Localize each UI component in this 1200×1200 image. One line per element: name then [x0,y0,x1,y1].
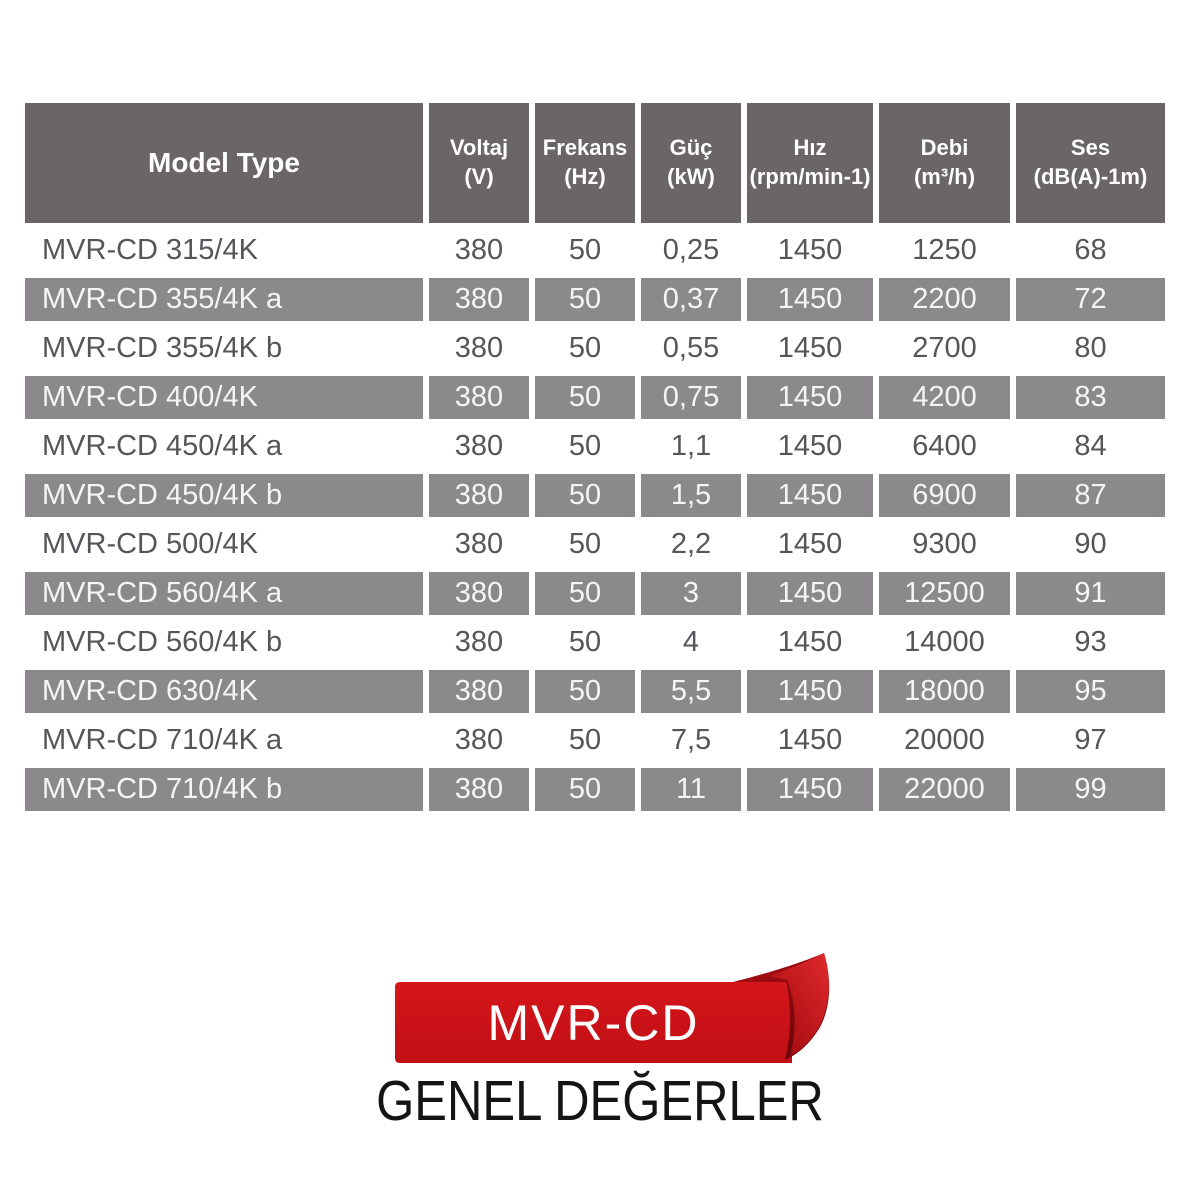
cell-model: MVR-CD 355/4K a [25,278,423,321]
cell-model: MVR-CD 560/4K b [25,621,423,664]
cell-debi: 22000 [879,768,1010,811]
cell-guc: 0,75 [641,376,741,419]
header-frekans [535,103,635,223]
header-label: Güç [669,135,713,161]
cell-debi: 6900 [879,474,1010,517]
cell-hiz: 1450 [747,425,873,468]
cell-debi: 18000 [879,670,1010,713]
cell-debi: 9300 [879,523,1010,566]
header-debi [879,103,1010,223]
cell-ses: 83 [1016,376,1165,419]
cell-model: MVR-CD 315/4K [25,229,423,272]
header-label: Ses [1070,135,1111,161]
cell-ses: 80 [1016,327,1165,370]
cell-model: MVR-CD 710/4K a [25,719,423,762]
cell-ses: 68 [1016,229,1165,272]
cell-guc: 11 [641,768,741,811]
cell-model: MVR-CD 710/4K b [25,768,423,811]
cell-frekans: 50 [535,670,635,713]
cell-guc: 7,5 [641,719,741,762]
cell-debi: 12500 [879,572,1010,615]
cell-voltaj: 380 [429,572,529,615]
table-row [25,670,1165,713]
cell-voltaj: 380 [429,425,529,468]
header-model-type [25,103,423,223]
header-unit: (dB(A)-1m) [1033,164,1148,189]
cell-guc: 3 [641,572,741,615]
cell-hiz: 1450 [747,572,873,615]
cell-debi: 1250 [879,229,1010,272]
header-unit: (kW) [667,164,715,189]
cell-ses: 95 [1016,670,1165,713]
cell-hiz: 1450 [747,768,873,811]
cell-debi: 6400 [879,425,1010,468]
cell-frekans: 50 [535,278,635,321]
cell-debi: 20000 [879,719,1010,762]
cell-model: MVR-CD 355/4K b [25,327,423,370]
cell-frekans: 50 [535,474,635,517]
header-guc [641,103,741,223]
cell-voltaj: 380 [429,523,529,566]
cell-hiz: 1450 [747,327,873,370]
cell-ses: 97 [1016,719,1165,762]
cell-voltaj: 380 [429,376,529,419]
table-row [25,719,1165,762]
header-voltaj [429,103,529,223]
table-row [25,229,1165,272]
header-ses [1016,103,1165,223]
header-unit: (Hz) [564,164,606,189]
cell-frekans: 50 [535,229,635,272]
cell-model: MVR-CD 630/4K [25,670,423,713]
header-unit: (m³/h) [913,164,976,189]
cell-guc: 4 [641,621,741,664]
cell-guc: 0,55 [641,327,741,370]
cell-debi: 4200 [879,376,1010,419]
header-label: Hız [793,135,827,161]
cell-hiz: 1450 [747,229,873,272]
ribbon-label: MVR-CD [487,994,700,1051]
cell-model: MVR-CD 450/4K b [25,474,423,517]
header-label: Debi [920,135,969,161]
table-header [25,103,1165,223]
spec-table [19,97,1171,817]
cell-model: MVR-CD 400/4K [25,376,423,419]
cell-frekans: 50 [535,719,635,762]
cell-frekans: 50 [535,621,635,664]
cell-hiz: 1450 [747,278,873,321]
cell-frekans: 50 [535,425,635,468]
cell-frekans: 50 [535,572,635,615]
header-hiz [747,103,873,223]
cell-voltaj: 380 [429,229,529,272]
cell-hiz: 1450 [747,474,873,517]
cell-frekans: 50 [535,523,635,566]
cell-ses: 90 [1016,523,1165,566]
cell-hiz: 1450 [747,376,873,419]
cell-hiz: 1450 [747,719,873,762]
cell-frekans: 50 [535,768,635,811]
cell-ses: 99 [1016,768,1165,811]
cell-voltaj: 380 [429,719,529,762]
cell-voltaj: 380 [429,327,529,370]
cell-guc: 1,5 [641,474,741,517]
cell-frekans: 50 [535,327,635,370]
cell-debi: 14000 [879,621,1010,664]
cell-model: MVR-CD 560/4K a [25,572,423,615]
cell-ses: 93 [1016,621,1165,664]
cell-debi: 2700 [879,327,1010,370]
page-subtitle: GENEL DEĞERLER [376,1069,824,1133]
header-label: Model Type [148,146,300,178]
cell-ses: 84 [1016,425,1165,468]
table-row [25,376,1165,419]
cell-hiz: 1450 [747,621,873,664]
table-row [25,572,1165,615]
cell-guc: 0,25 [641,229,741,272]
table-row [25,523,1165,566]
header-unit: (rpm/min-1) [749,164,871,189]
cell-hiz: 1450 [747,670,873,713]
cell-guc: 0,37 [641,278,741,321]
header-row [25,103,1165,223]
cell-guc: 5,5 [641,670,741,713]
table-body [25,229,1165,811]
cell-voltaj: 380 [429,670,529,713]
table-row [25,768,1165,811]
header-label: Frekans [542,135,628,161]
cell-ses: 72 [1016,278,1165,321]
cell-frekans: 50 [535,376,635,419]
cell-ses: 91 [1016,572,1165,615]
cell-guc: 2,2 [641,523,741,566]
ribbon-badge [393,940,833,1070]
table-row [25,327,1165,370]
table-row [25,621,1165,664]
cell-voltaj: 380 [429,474,529,517]
cell-ses: 87 [1016,474,1165,517]
table-row [25,278,1165,321]
cell-voltaj: 380 [429,621,529,664]
cell-voltaj: 380 [429,278,529,321]
table-row [25,474,1165,517]
header-unit: (V) [464,164,494,189]
cell-hiz: 1450 [747,523,873,566]
cell-model: MVR-CD 450/4K a [25,425,423,468]
table-row [25,425,1165,468]
cell-guc: 1,1 [641,425,741,468]
header-label: Voltaj [449,135,509,161]
cell-voltaj: 380 [429,768,529,811]
cell-debi: 2200 [879,278,1010,321]
cell-model: MVR-CD 500/4K [25,523,423,566]
